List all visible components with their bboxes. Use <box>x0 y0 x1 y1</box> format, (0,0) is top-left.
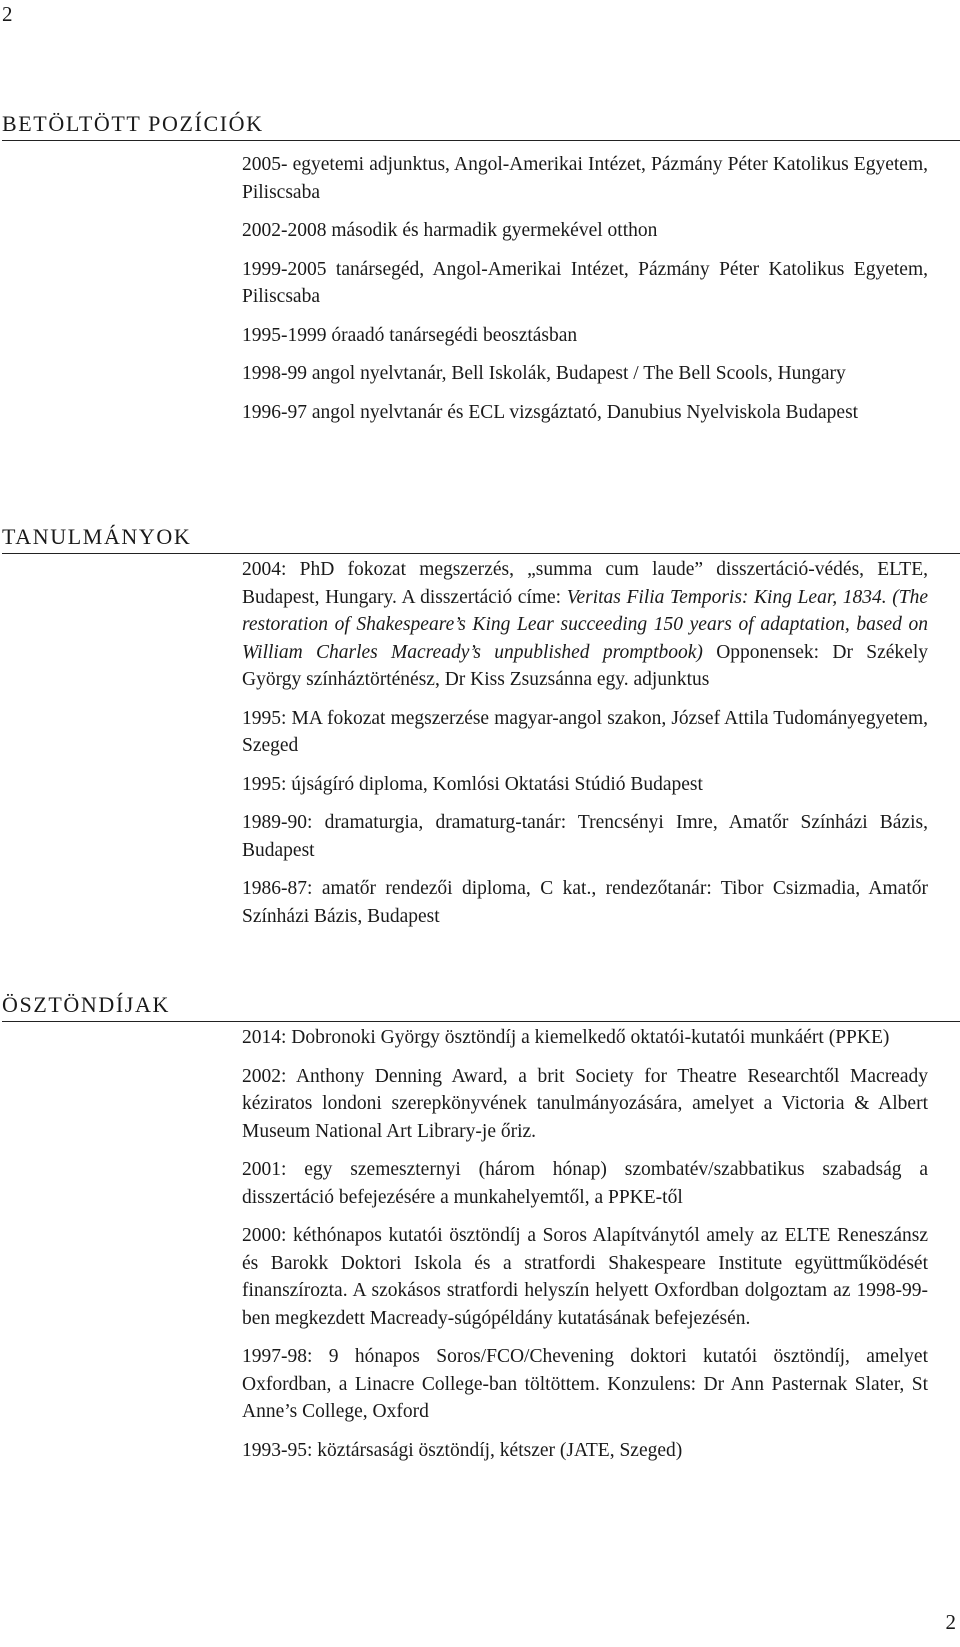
positions-list <box>242 151 928 437</box>
list-item: 1995-1999 óraadó tanársegédi beosztásban <box>242 324 578 346</box>
list-item: 1996-97 angol nyelvtanár és ECL vizsgáztató, Danubius Nyelviskola Budapest <box>242 401 859 423</box>
list-item: 2014: Dobronoki György ösztöndíj a kiemelkedő oktatói-kutatói munkáért (PPKE) <box>242 1027 890 1048</box>
section-heading-scholarships: ÖSZTÖNDÍJAK <box>2 992 960 1022</box>
list-item: 1995: újságíró diploma, Komlósi Oktatási Stúdió Budapest <box>242 773 703 795</box>
list-item: 1986-87: amatőr rendezői diploma, C kat., rendezőtanár: Tibor Csizmadia, Amatőr Színházi Bázis, Budapest <box>242 878 928 927</box>
page-number-bottom: 2 <box>945 1610 956 1634</box>
list-item: 1993-95: köztársasági ösztöndíj, kétszer (JATE, Szeged) <box>242 1439 683 1461</box>
dissertation-title: Veritas Filia Temporis: King Lear, 1834. (The restoration of Shakespeare’s King Lear succeeding 150 years of adaptation, based on William Charles Macready’s unpublished promptbook) <box>242 586 929 663</box>
list-item: 2002-2008 második és harmadik gyermekével otthon <box>242 220 658 241</box>
phd-text-intro: 2004: PhD fokozat megszerzés, „summa cum laude” disszertáció-védés, ELTE, Budapest, Hungary. A disszertáció címe: <box>242 559 928 608</box>
list-item: 1998-99 angol nyelvtanár, Bell Iskolák, Budapest / The Bell Scools, Hungary <box>242 363 846 384</box>
page-number-top: 2 <box>2 2 13 26</box>
list-item: 2005- egyetemi adjunktus, Angol-Amerikai Intézet, Pázmány Péter Katolikus Egyetem, Piliscsaba <box>242 154 928 203</box>
list-item: 1999-2005 tanársegéd, Angol-Amerikai Intézet, Pázmány Péter Katolikus Egyetem, Piliscsaba <box>242 258 928 307</box>
list-item: 1989-90: dramaturgia, dramaturg-tanár: Trencsényi Imre, Amatőr Színházi Bázis, Budapest <box>242 812 928 861</box>
list-item: 2002: Anthony Denning Award, a brit Society for Theatre Researchtől Macready kéziratos londoni szerepkönyvének tanulmányozására, amelyet a Victoria & Albert Museum National Art Library-je őriz. <box>242 1065 928 1142</box>
phd-text-opponents: Opponensek: Dr Székely György színháztörténész, Dr Kiss Zsuzsánna egy. adjunktus <box>242 641 929 690</box>
list-item: 2001: egy szemeszternyi (három hónap) szombatév/szabbatikus szabadság a disszertáció befejezésére a munkahelyemtől, a PPKE-től <box>242 1159 928 1208</box>
phd-entry <box>242 556 928 694</box>
scholarships-list <box>242 1024 928 1475</box>
list-item: 2000: kéthónapos kutatói ösztöndíj a Soros Alapítványtól amely az ELTE Reneszánsz és Barokk Doktori Iskola és a stratfordi Shakespeare Institute együttműködését finanszírozta. A szokásos stratfordi helyszín helyett Oxfordban dolgoztam az 1998-99-ben megkezdett Macready-súgópéldány kutatásának befejezésén. <box>242 1225 928 1329</box>
list-item: 1997-98: 9 hónapos Soros/FCO/Chevening doktori kutatói ösztöndíj, amelyet Oxfordban, a Linacre College-ban töltöttem. Konzulens: Dr Ann Pasternak Slater, St Anne’s College, Oxford <box>242 1346 928 1422</box>
list-item: 1995: MA fokozat megszerzése magyar-angol szakon, József Attila Tudományegyetem, Szeged <box>242 707 928 756</box>
section-heading-positions: BETÖLTÖTT POZÍCIÓK <box>2 111 960 141</box>
section-heading-studies: TANULMÁNYOK <box>2 524 960 554</box>
studies-list <box>242 556 928 941</box>
